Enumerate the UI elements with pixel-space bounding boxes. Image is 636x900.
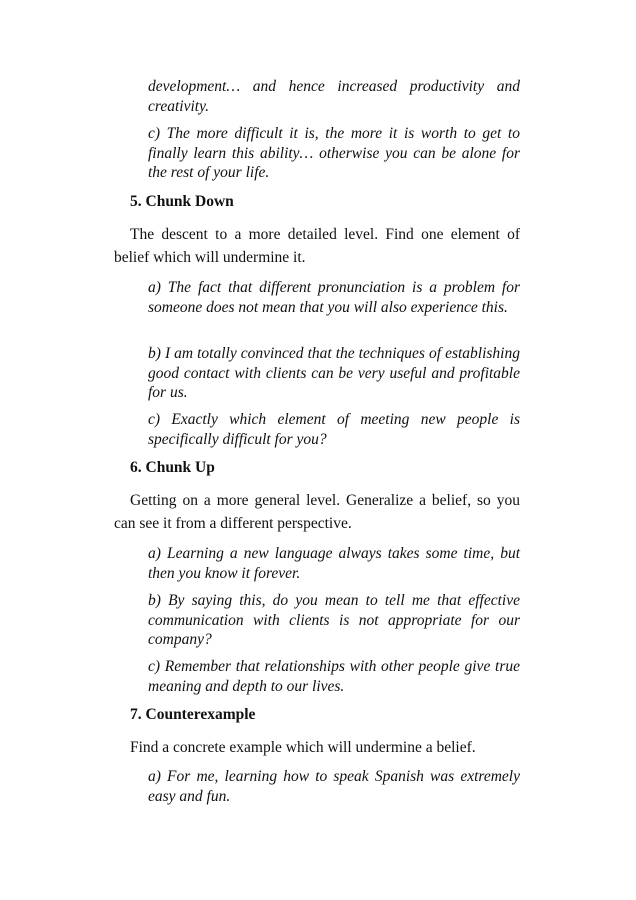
- example-c: c) Remember that relationships with other people give true meaning and depth to our lives.: [148, 658, 520, 695]
- example-b: b) By saying this, do you mean to tell me that effective communication with clients is not appropriate for our company?: [148, 592, 520, 648]
- section-description-chunk-up: Getting on a more general level. Generalize a belief, so you can see it from a different perspective.: [114, 492, 520, 532]
- section-heading-chunk-up: 6. Chunk Up: [130, 459, 215, 476]
- section-description-chunk-down: The descent to a more detailed level. Find one element of belief which will undermine it.: [114, 226, 520, 266]
- example-c: c) Exactly which element of meeting new people is specifically difficult for you?: [148, 411, 520, 448]
- example-a: a) Learning a new language always takes some time, but then you know it forever.: [148, 545, 520, 582]
- example-a: a) The fact that different pronunciation is a problem for someone does not mean that you will also experience this.: [148, 279, 520, 316]
- example-continued-text: development… and hence increased productivity and creativity.: [148, 78, 520, 115]
- example-a: a) For me, learning how to speak Spanish was extremely easy and fun.: [148, 768, 520, 805]
- example-b: b) I am totally convinced that the techniques of establishing good contact with clients can be very useful and profitable for us.: [148, 345, 520, 401]
- section-heading-counterexample: 7. Counterexample: [130, 706, 256, 723]
- section-description-counterexample: Find a concrete example which will undermine a belief.: [130, 739, 476, 756]
- example-c: c) The more difficult it is, the more it is worth to get to finally learn this ability… otherwise you can be alone for the rest of your life.: [148, 125, 520, 181]
- section-heading-chunk-down: 5. Chunk Down: [130, 193, 234, 210]
